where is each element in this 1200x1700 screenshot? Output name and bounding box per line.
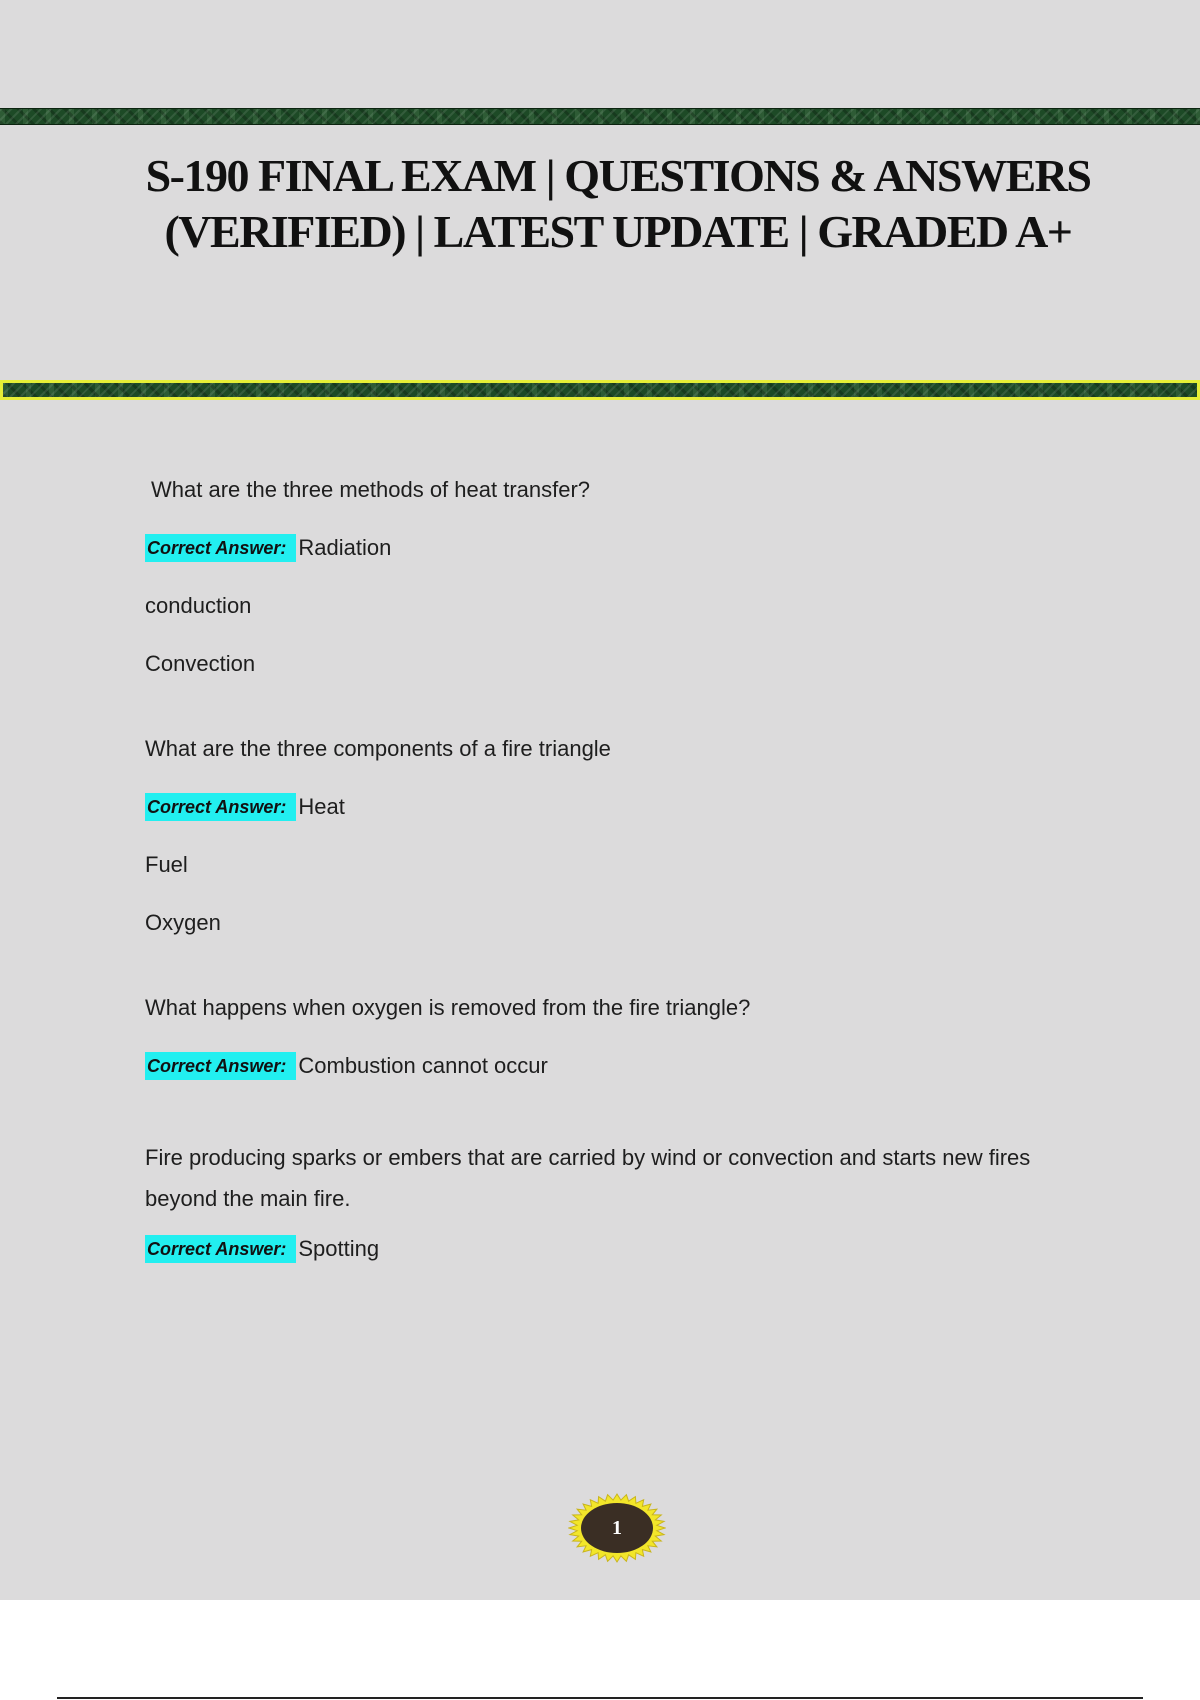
answer-extra-line: Fuel [145,852,188,877]
footer-divider [57,1697,1143,1699]
answer-line [145,1235,1085,1263]
answer-extra-line: conduction [145,593,252,618]
answer-extra-line: Convection [145,651,256,676]
qa-item [145,476,1085,678]
qa-item [145,735,1085,937]
answer-text: Heat [298,794,345,819]
header-bottom-decorative-band [0,380,1200,400]
correct-answer-label: Correct Answer: [145,1235,296,1263]
question-text: What are the three methods of heat transfer? [151,477,591,502]
answer-line [145,534,1085,562]
page-number-seal [568,1493,666,1563]
document-title: S-190 FINAL EXAM | QUESTIONS & ANSWERS (VERIFIED) | LATEST UPDATE | GRADED A+ [145,150,1091,257]
correct-answer-label: Correct Answer: [145,1052,296,1080]
answer-text: Radiation [298,535,392,560]
qa-item [145,994,1085,1080]
answer-extra-line: Oxygen [145,910,221,935]
qa-content [145,476,1085,1320]
question-text: What happens when oxygen is removed from the fire triangle? [145,995,751,1020]
page-number: 1 [612,1517,622,1539]
correct-answer-label: Correct Answer: [145,534,296,562]
correct-answer-label: Correct Answer: [145,793,296,821]
answer-line [145,793,1085,821]
question-text: Fire producing sparks or embers that are carried by wind or convection and starts new fires beyond the main fire. [145,1145,1031,1211]
header-decorative-band [0,108,1200,125]
qa-item [145,1137,1085,1263]
answer-text: Spotting [298,1236,380,1261]
answer-text: Combustion cannot occur [298,1053,548,1078]
answer-line [145,1052,1085,1080]
question-text: What are the three components of a fire triangle [145,736,611,761]
